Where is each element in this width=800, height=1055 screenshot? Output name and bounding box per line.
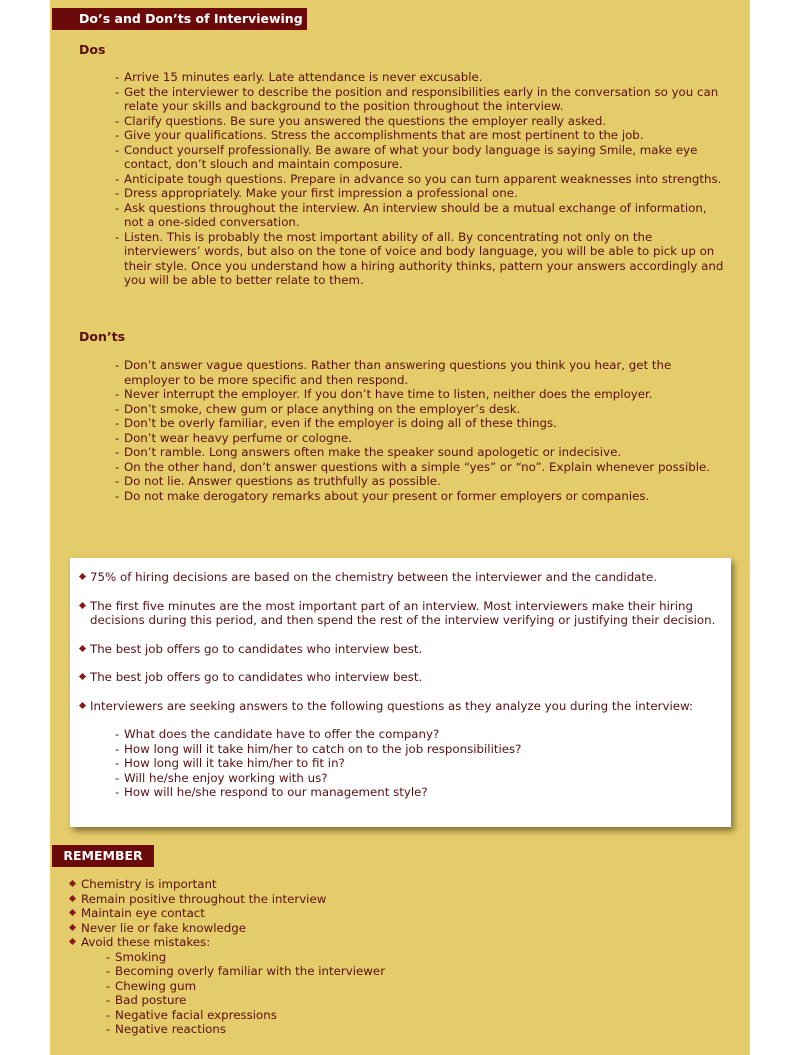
list-item: - Negative reactions bbox=[106, 1022, 226, 1036]
dash-marker: - bbox=[115, 142, 120, 157]
list-item: - Give your qualifications. Stress the accomplishments that are most pertinent to the job. bbox=[115, 128, 644, 142]
dash-marker: - bbox=[115, 229, 120, 244]
list-item: - Ask questions throughout the interview. An interview should be a mutual exchange of information, not a one-sided conversation. bbox=[115, 200, 707, 229]
dos-heading: Dos bbox=[79, 42, 106, 57]
dos-list bbox=[115, 70, 725, 288]
donts-list bbox=[115, 358, 725, 503]
dash-marker: - bbox=[115, 186, 120, 200]
list-item: Maintain eye contact bbox=[70, 906, 710, 921]
facts-list bbox=[80, 570, 725, 814]
diamond-bullet-icon bbox=[69, 880, 76, 887]
diamond-bullet-icon bbox=[79, 644, 86, 651]
diamond-bullet-icon bbox=[79, 601, 86, 608]
dash-marker: - bbox=[115, 741, 120, 756]
list-item: - Dress appropriately. Make your first impression a professional one. bbox=[115, 186, 518, 200]
dash-marker: - bbox=[106, 993, 111, 1007]
dash-marker: - bbox=[115, 358, 120, 372]
dash-marker: - bbox=[115, 756, 120, 770]
list-item: - Don’t wear heavy perfume or cologne. bbox=[115, 430, 353, 445]
list-item: - Negative facial expressions bbox=[106, 1007, 277, 1022]
page bbox=[50, 0, 750, 1055]
diamond-bullet-icon bbox=[69, 909, 76, 916]
dash-marker: - bbox=[115, 200, 120, 215]
list-item: - Listen. This is probably the most important ability of all. By concentrating not only on the interviewers’ words, but also on the tone of voice and body language, you will be able to pick up on their style. Once you understand how a hiring authority thinks, pattern your answers accordingly and you will be able to better relate to them. bbox=[115, 229, 724, 287]
list-item: Chemistry is important bbox=[70, 877, 710, 892]
list-item: - Don’t smoke, chew gum or place anything on the employer’s desk. bbox=[115, 401, 521, 416]
list-item: - Don’t be overly familiar, even if the employer is doing all of these things. bbox=[115, 416, 557, 430]
list-item: - Never interrupt the employer. If you don’t have time to listen, neither does the employer. bbox=[115, 387, 653, 401]
list-item: The first five minutes are the most important part of an interview. Most interviewers make their hiring decisions during this period, and then spend the rest of the interview verifying or justifying their decision. bbox=[80, 599, 725, 628]
dash-marker: - bbox=[106, 1007, 111, 1022]
dash-marker: - bbox=[106, 964, 111, 978]
list-item: The best job offers go to candidates who interview best. bbox=[80, 670, 725, 685]
list-item: Interviewers are seeking answers to the following questions as they analyze you during the interview: - What does the candidate have to offer the company? - How long will it take him/her to catch on to the job responsibilities? - How long will it take him/her to fit in? - Will he/she enjoy working with us? - How will he/she respond to our management style? bbox=[80, 699, 725, 800]
dash-marker: - bbox=[115, 785, 120, 799]
interviewer-questions-list bbox=[115, 727, 725, 800]
diamond-bullet-icon bbox=[69, 894, 76, 901]
list-item: - Will he/she enjoy working with us? bbox=[115, 770, 328, 785]
list-item: - Smoking bbox=[106, 949, 167, 964]
diamond-bullet-icon bbox=[69, 923, 76, 930]
dash-marker: - bbox=[115, 770, 120, 785]
list-item: - On the other hand, don’t answer questions with a simple “yes” or “no”. Explain whenever possible. bbox=[115, 459, 710, 474]
list-item: - How long will it take him/her to catch on to the job responsibilities? bbox=[115, 741, 522, 756]
list-item: - Bad posture bbox=[106, 993, 187, 1007]
list-item: - Anticipate tough questions. Prepare in advance so you can turn apparent weaknesses into strengths. bbox=[115, 171, 722, 186]
diamond-bullet-icon bbox=[79, 701, 86, 708]
list-item: Avoid these mistakes: - Smoking - Becoming overly familiar with the interviewer - Chewing gum - Bad posture - Negative facial expressions - Negative reactions bbox=[70, 935, 710, 1037]
list-item: - Don’t ramble. Long answers often make the speaker sound apologetic or indecisive. bbox=[115, 445, 622, 459]
list-item: The best job offers go to candidates who interview best. bbox=[80, 642, 725, 657]
diamond-bullet-icon bbox=[69, 938, 76, 945]
dash-marker: - bbox=[115, 113, 120, 128]
dash-marker: - bbox=[115, 70, 120, 84]
list-item: - What does the candidate have to offer the company? bbox=[115, 727, 440, 741]
list-item: - Don’t answer vague questions. Rather than answering questions you think you hear, get the employer to be more specific and then respond. bbox=[115, 358, 672, 387]
list-item: Remain positive throughout the interview bbox=[70, 892, 710, 907]
list-item: - Clarify questions. Be sure you answered the questions the employer really asked. bbox=[115, 113, 607, 128]
remember-list bbox=[70, 877, 710, 1037]
list-item: - Do not make derogatory remarks about your present or former employers or companies. bbox=[115, 488, 650, 503]
donts-heading: Don’ts bbox=[79, 329, 126, 344]
remember-heading: REMEMBER bbox=[52, 845, 154, 867]
dash-marker: - bbox=[115, 445, 120, 459]
dash-marker: - bbox=[106, 949, 111, 964]
dash-marker: - bbox=[115, 727, 120, 741]
dash-marker: - bbox=[115, 474, 120, 488]
diamond-bullet-icon bbox=[79, 673, 86, 680]
list-item: - Conduct yourself professionally. Be aware of what your body language is saying Smile, make eye contact, don’t slouch and maintain composure. bbox=[115, 142, 698, 171]
dash-marker: - bbox=[106, 1022, 111, 1036]
list-item: Never lie or fake knowledge bbox=[70, 921, 710, 936]
dash-marker: - bbox=[115, 401, 120, 416]
list-item: - Chewing gum bbox=[106, 978, 197, 993]
list-item: - Get the interviewer to describe the position and responsibilities early in the conversation so you can relate your skills and background to the position throughout the interview. bbox=[115, 84, 719, 113]
list-item: - Becoming overly familiar with the interviewer bbox=[106, 964, 386, 978]
page-title: Do’s and Don’ts of Interviewing bbox=[52, 8, 307, 30]
dash-marker: - bbox=[115, 430, 120, 445]
list-item: 75% of hiring decisions are based on the chemistry between the interviewer and the candidate. bbox=[80, 570, 725, 585]
dash-marker: - bbox=[115, 459, 120, 474]
dash-marker: - bbox=[115, 84, 120, 99]
diamond-bullet-icon bbox=[79, 573, 86, 580]
list-item: - How long will it take him/her to fit in? bbox=[115, 756, 345, 770]
dash-marker: - bbox=[115, 488, 120, 503]
facts-box bbox=[70, 558, 731, 827]
dash-marker: - bbox=[106, 978, 111, 993]
dash-marker: - bbox=[115, 387, 120, 401]
dash-marker: - bbox=[115, 171, 120, 186]
dash-marker: - bbox=[115, 128, 120, 142]
dash-marker: - bbox=[115, 416, 120, 430]
list-item: - Do not lie. Answer questions as truthfully as possible. bbox=[115, 474, 441, 488]
list-item: - Arrive 15 minutes early. Late attendance is never excusable. bbox=[115, 70, 483, 84]
list-item: - How will he/she respond to our management style? bbox=[115, 785, 428, 799]
mistakes-list bbox=[106, 950, 710, 1037]
